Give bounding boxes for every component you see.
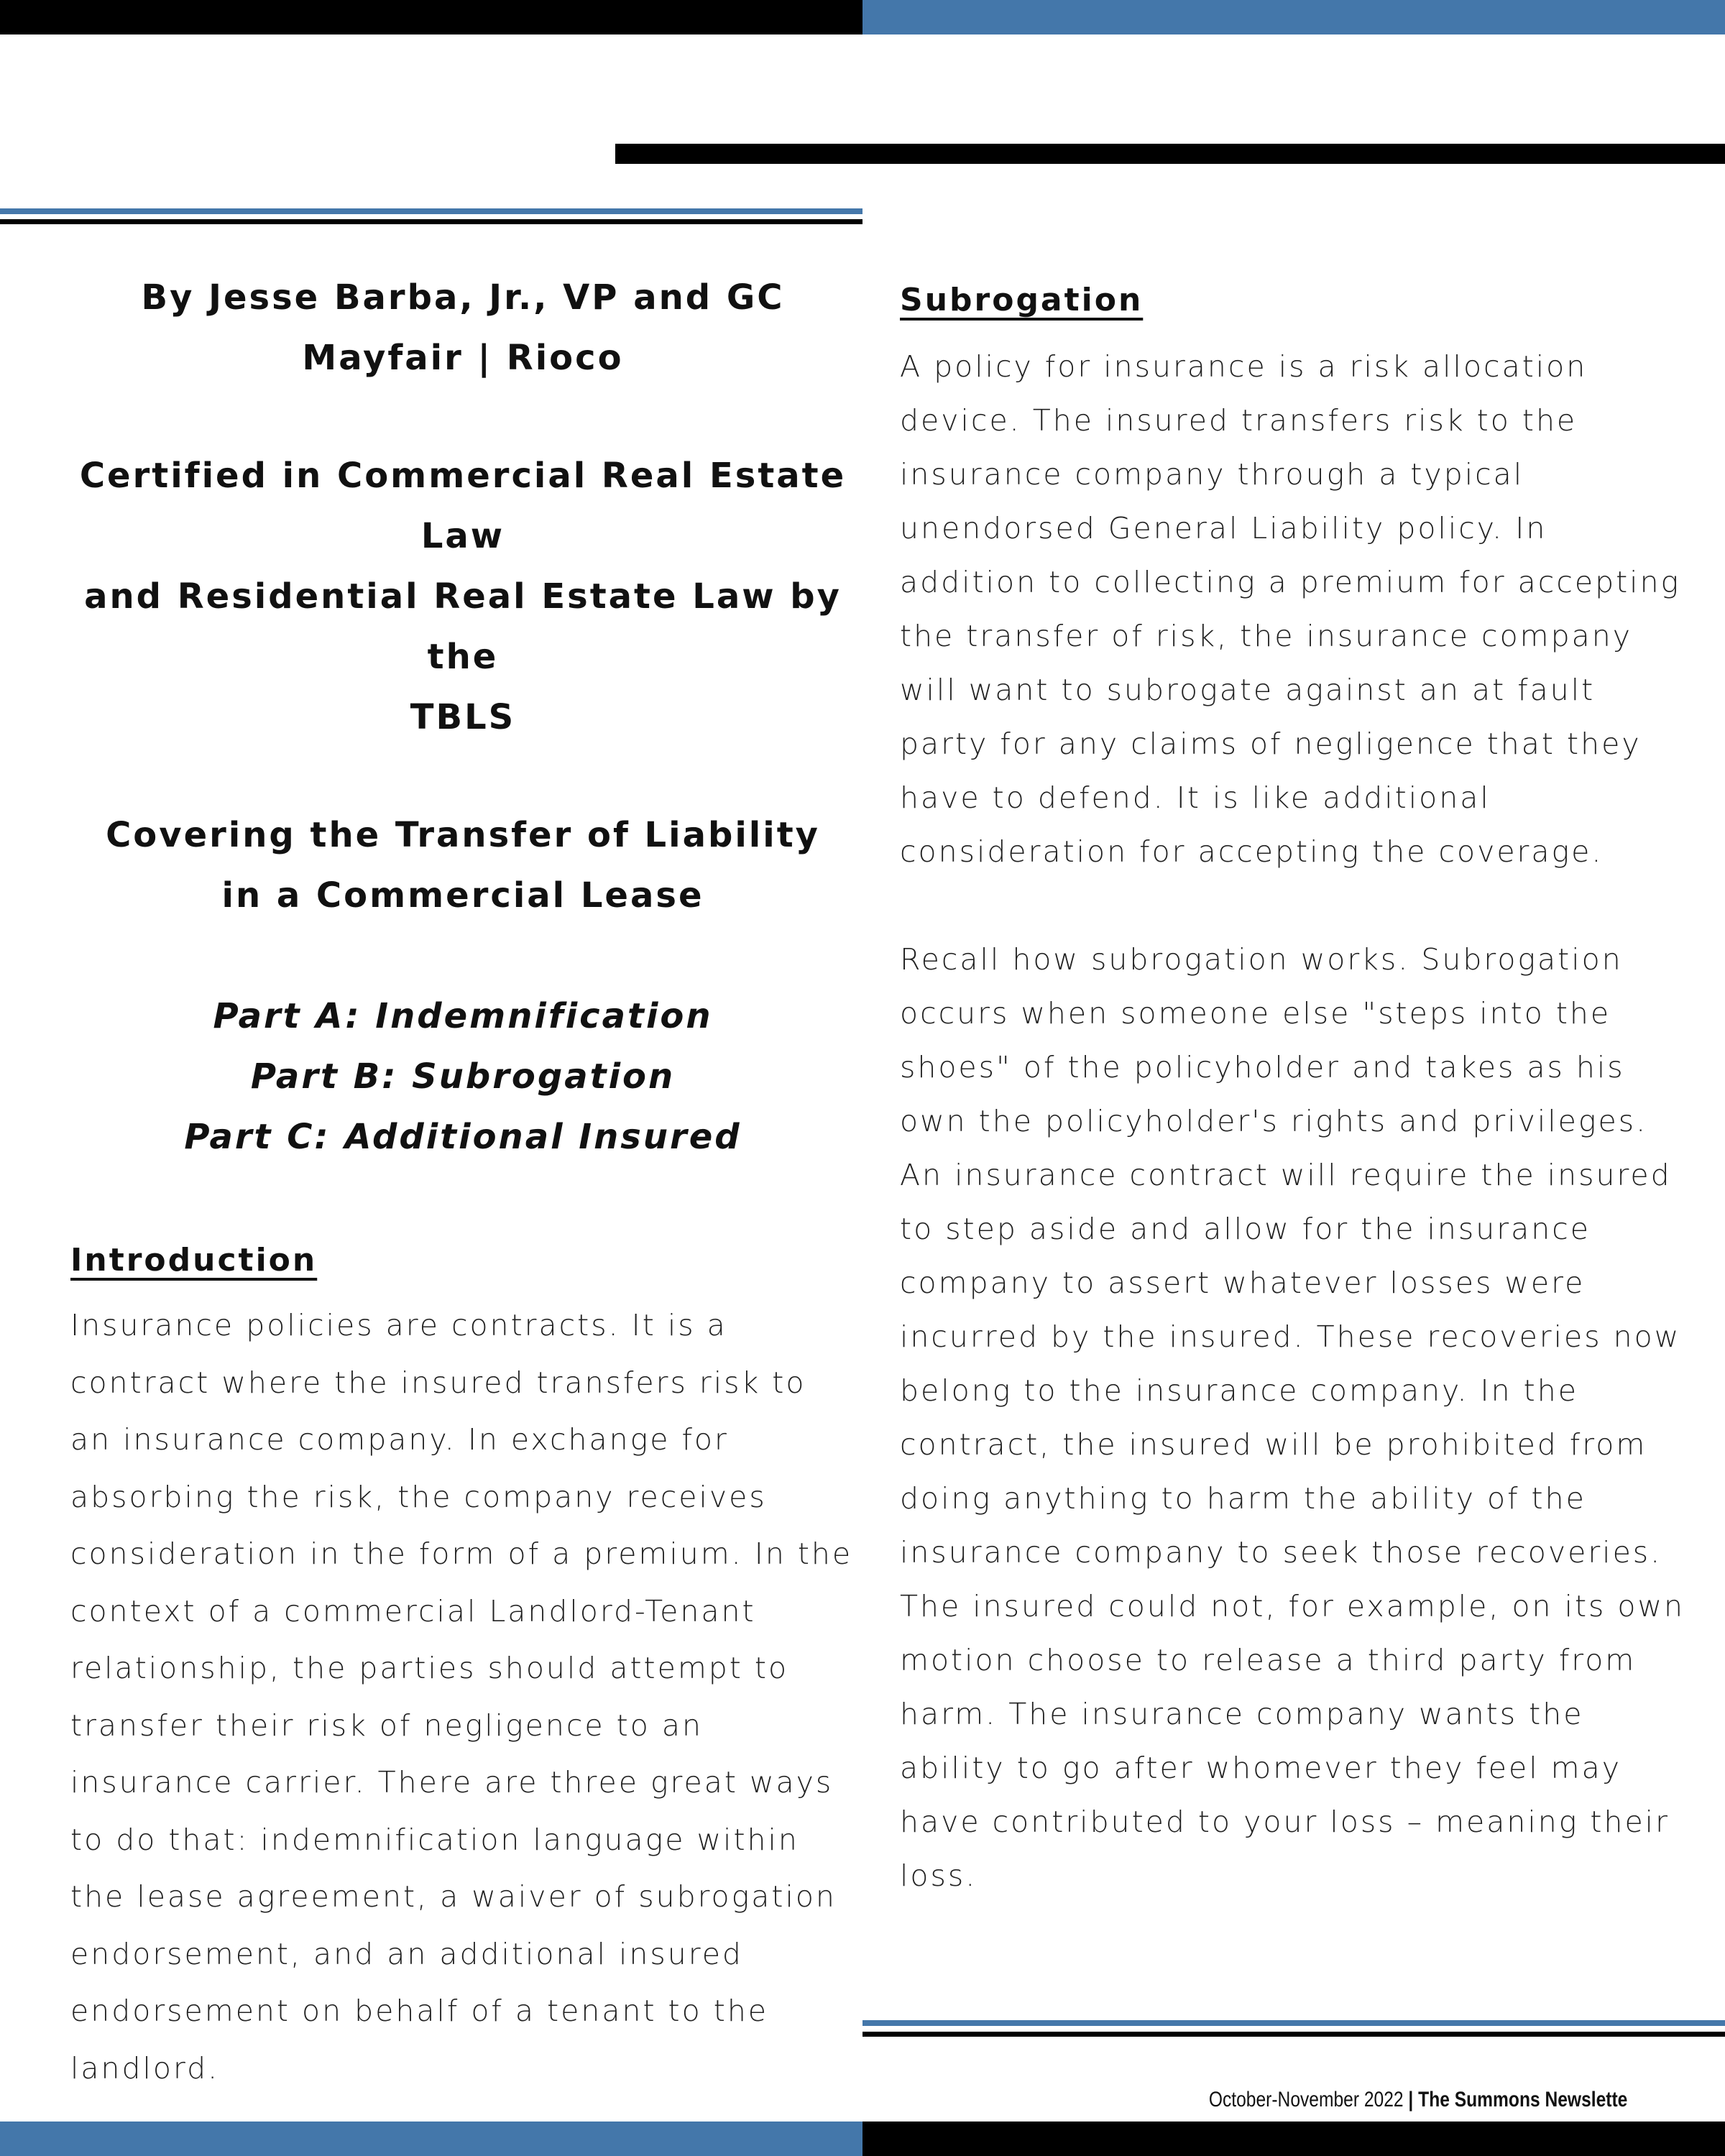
subrogation-paragraph-2: Recall how subrogation works. Subrogation occurs when someone else "steps into the shoes" of the policyholder and takes as his own the policyholder's rights and privileges. An insurance contract will require the insured to step aside and allow for the insurance company to assert whatever losses were incurred by the insured. These recoveries now belong to the insurance company. In the contract, the insured will be prohibited from doing anything to harm the ability of the insurance company to seek those recoveries. The insured could not, for example, on its own motion choose to release a third party from harm. The insurance company wants the ability to go after whomever they feel may have contributed to your loss – meaning their loss. xyxy=(900,942,1685,1893)
certification xyxy=(70,446,855,747)
byline-company: Mayfair | Rioco xyxy=(302,338,624,378)
byline-author: By Jesse Barba, Jr., VP and GC xyxy=(141,277,785,318)
left-blue-rule xyxy=(0,208,862,214)
certification-line-3: TBLS xyxy=(410,697,516,737)
bottom-right-black-bar xyxy=(862,2122,1725,2156)
page-footer xyxy=(1209,2088,1627,2112)
introduction-heading: Introduction xyxy=(70,1242,318,1279)
top-right-blue-bar xyxy=(862,0,1725,34)
bottom-right-black-rule xyxy=(862,2032,1725,2037)
parts-list xyxy=(70,986,855,1167)
certification-line-2: and Residential Real Estate Law by the xyxy=(84,576,842,677)
part-c: Part C: Additional Insured xyxy=(184,1117,742,1157)
subrogation-paragraph-1: A policy for insurance is a risk allocation device. The insured transfers risk to the insurance company through a typical unendorsed General Liability policy. In addition to collecting a premium for accepting the transfer of risk, the insurance company will want to subrogate against an at fault party for any claims of negligence that they have to defend. It is like additional consideration for accepting the coverage. xyxy=(900,349,1681,869)
article-title-line-2: in a Commercial Lease xyxy=(221,875,704,916)
article-title xyxy=(70,805,855,926)
left-column xyxy=(70,267,855,2097)
top-right-black-rule xyxy=(615,144,1725,164)
left-black-rule xyxy=(0,219,862,224)
footer-separator: | xyxy=(1403,2088,1418,2111)
bottom-left-blue-bar xyxy=(0,2122,862,2156)
top-left-black-bar xyxy=(0,0,862,34)
bottom-right-blue-rule xyxy=(862,2020,1725,2026)
part-b: Part B: Subrogation xyxy=(250,1056,676,1097)
footer-date: October-November 2022 xyxy=(1208,2088,1404,2111)
subrogation-heading: Subrogation xyxy=(900,282,1144,318)
part-a: Part A: Indemnification xyxy=(213,996,713,1036)
introduction-body: Insurance policies are contracts. It is a contract where the insured transfers risk to an insurance company. In exchange for absorbing the risk, the company receives consideration in the form of a premium. In the context of a commercial Landlord-Tenant relationship, the parties should attempt to transfer their risk of negligence to an insurance carrier. There are three great ways to do that: indemnification language within the lease agreement, a waiver of subrogation endorsement, and an additional insured endorsement on behalf of a tenant to the landlord. xyxy=(70,1308,853,2086)
article-title-line-1: Covering the Transfer of Liability xyxy=(106,815,820,855)
right-column xyxy=(900,282,1690,1903)
byline xyxy=(70,267,855,388)
certification-line-1: Certified in Commercial Real Estate Law xyxy=(79,456,847,556)
footer-publication: The Summons Newslette xyxy=(1417,2088,1627,2111)
